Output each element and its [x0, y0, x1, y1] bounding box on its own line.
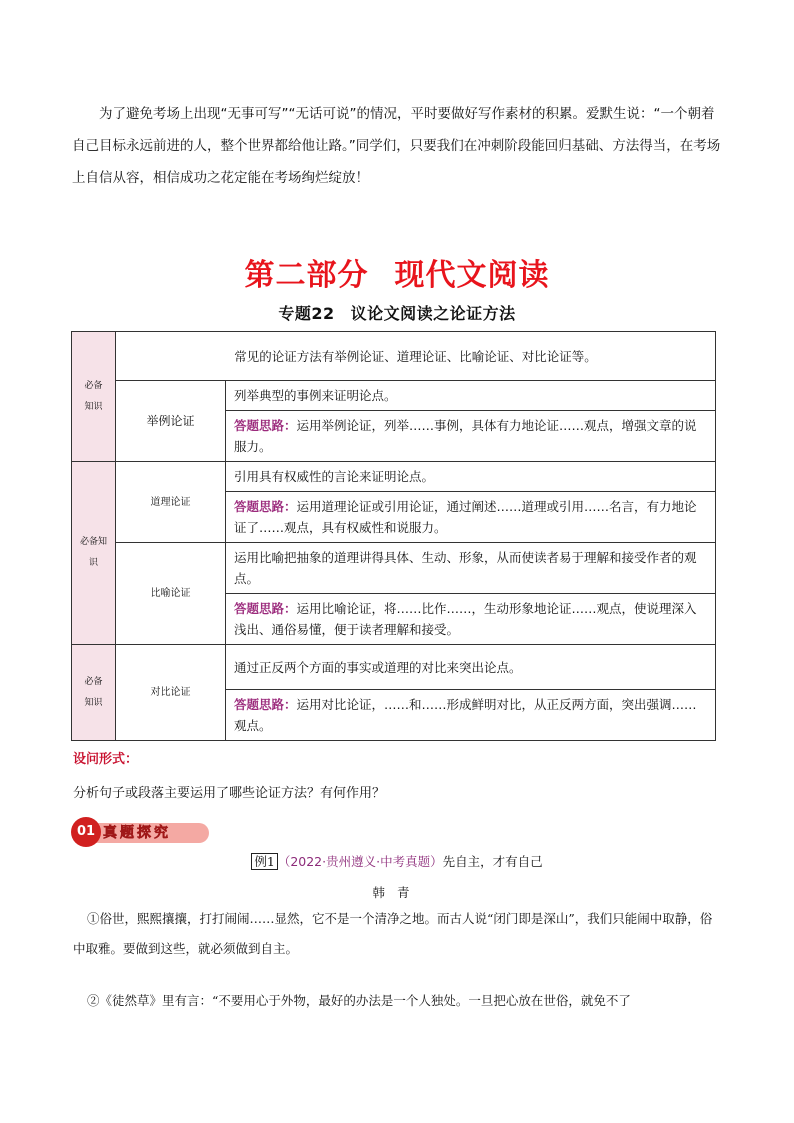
method-definition: 引用具有权威性的言论来证明论点。 — [226, 462, 716, 492]
example-heading — [0, 852, 794, 870]
topic-number: 专题22 — [278, 304, 335, 323]
example-source: （2022·贵州遵义·中考真题） — [277, 854, 443, 869]
section-banner — [71, 817, 211, 847]
example-title: 先自主，才有自己 — [442, 854, 543, 869]
paragraph-text: ②《徒然草》里有言：“不要用心于外物，最好的办法是一个人独处。一旦把心放在世俗，就免不了 — [87, 993, 631, 1008]
hint-label: 答题思路： — [234, 697, 297, 712]
method-name: 对比论证 — [116, 645, 226, 741]
hint-text: 运用比喻论证，将……比作……，生动形象地论证……观点，使说理深入浅出、通俗易懂，便于读者理解和接受。 — [234, 601, 697, 637]
knowledge-table — [71, 331, 716, 741]
intro-paragraph: 为了避免考场上出现“无事可写”“无话可说”的情况，平时要做好写作素材的积累。爱默生说：“一个朝着自己目标永远前进的人，整个世界都给他让路。”同学们，只要我们在冲刺阶段能回归基础、方法得当，在考场上自信从容，相信成功之花定能在考场绚烂绽放！ — [72, 106, 721, 186]
article-paragraph — [73, 904, 721, 964]
table-row — [72, 462, 716, 492]
hint-text: 运用道理论证或引用论证，通过阐述……道理或引用……名言，有力地论证了……观点，具有权威性和说服力。 — [234, 499, 697, 535]
banner-number: 01 — [71, 817, 101, 847]
article-author: 韩青 — [372, 885, 422, 900]
side-label — [72, 462, 116, 645]
method-hint — [226, 411, 716, 462]
part-title — [0, 250, 794, 294]
topic-name: 议论文阅读之论证方法 — [350, 304, 516, 323]
table-row — [72, 645, 716, 690]
method-definition: 列举典型的事例来证明论点。 — [226, 381, 716, 411]
side-label — [72, 332, 116, 462]
method-name: 道理论证 — [116, 462, 226, 543]
side-label-text: 必备 — [84, 676, 103, 687]
side-label-text: 知识 — [84, 401, 103, 412]
question-text: 分析句子或段落主要运用了哪些论证方法？有何作用？ — [73, 786, 386, 801]
table-row — [72, 543, 716, 594]
side-label-text: 必备 — [84, 380, 103, 391]
method-definition: 通过正反两个方面的事实或道理的对比来突出论点。 — [226, 645, 716, 690]
method-name: 举例论证 — [116, 381, 226, 462]
banner-title: 真题探究 — [103, 825, 171, 841]
article-paragraph — [73, 986, 721, 1016]
table-row-overview — [72, 332, 716, 381]
example-tag: 例1 — [251, 853, 277, 870]
hint-text: 运用对比论证，……和……形成鲜明对比，从正反两方面，突出强调……观点。 — [234, 697, 697, 733]
hint-text: 运用举例论证，列举……事例，具体有力地论证……观点，增强文章的说服力。 — [234, 418, 697, 454]
overview-cell: 常见的论证方法有举例论证、道理论证、比喻论证、对比论证等。 — [116, 332, 716, 381]
part-title-number: 第二部分 — [244, 258, 369, 293]
method-hint — [226, 690, 716, 741]
question-label: 设问形式： — [73, 752, 139, 767]
side-label-text: 必备知 — [80, 537, 108, 547]
topic-title — [0, 301, 794, 324]
paragraph-text: ①俗世，熙熙攘攘，打打闹闹……显然，它不是一个清净之地。而古人说“闭门即是深山”，我们只能闹中取静，俗中取雅。要做到这些，就必须做到自主。 — [73, 911, 713, 956]
method-name: 比喻论证 — [116, 543, 226, 645]
side-label — [72, 645, 116, 741]
hint-label: 答题思路： — [234, 418, 297, 433]
hint-label: 答题思路： — [234, 499, 297, 514]
side-label-text: 知识 — [84, 697, 103, 708]
method-hint — [226, 594, 716, 645]
part-title-name: 现代文阅读 — [394, 258, 550, 293]
side-label-text: 识 — [88, 558, 98, 568]
table-row — [72, 381, 716, 411]
method-hint — [226, 492, 716, 543]
method-definition: 运用比喻把抽象的道理讲得具体、生动、形象，从而使读者易于理解和接受作者的观点。 — [226, 543, 716, 594]
hint-label: 答题思路： — [234, 601, 297, 616]
